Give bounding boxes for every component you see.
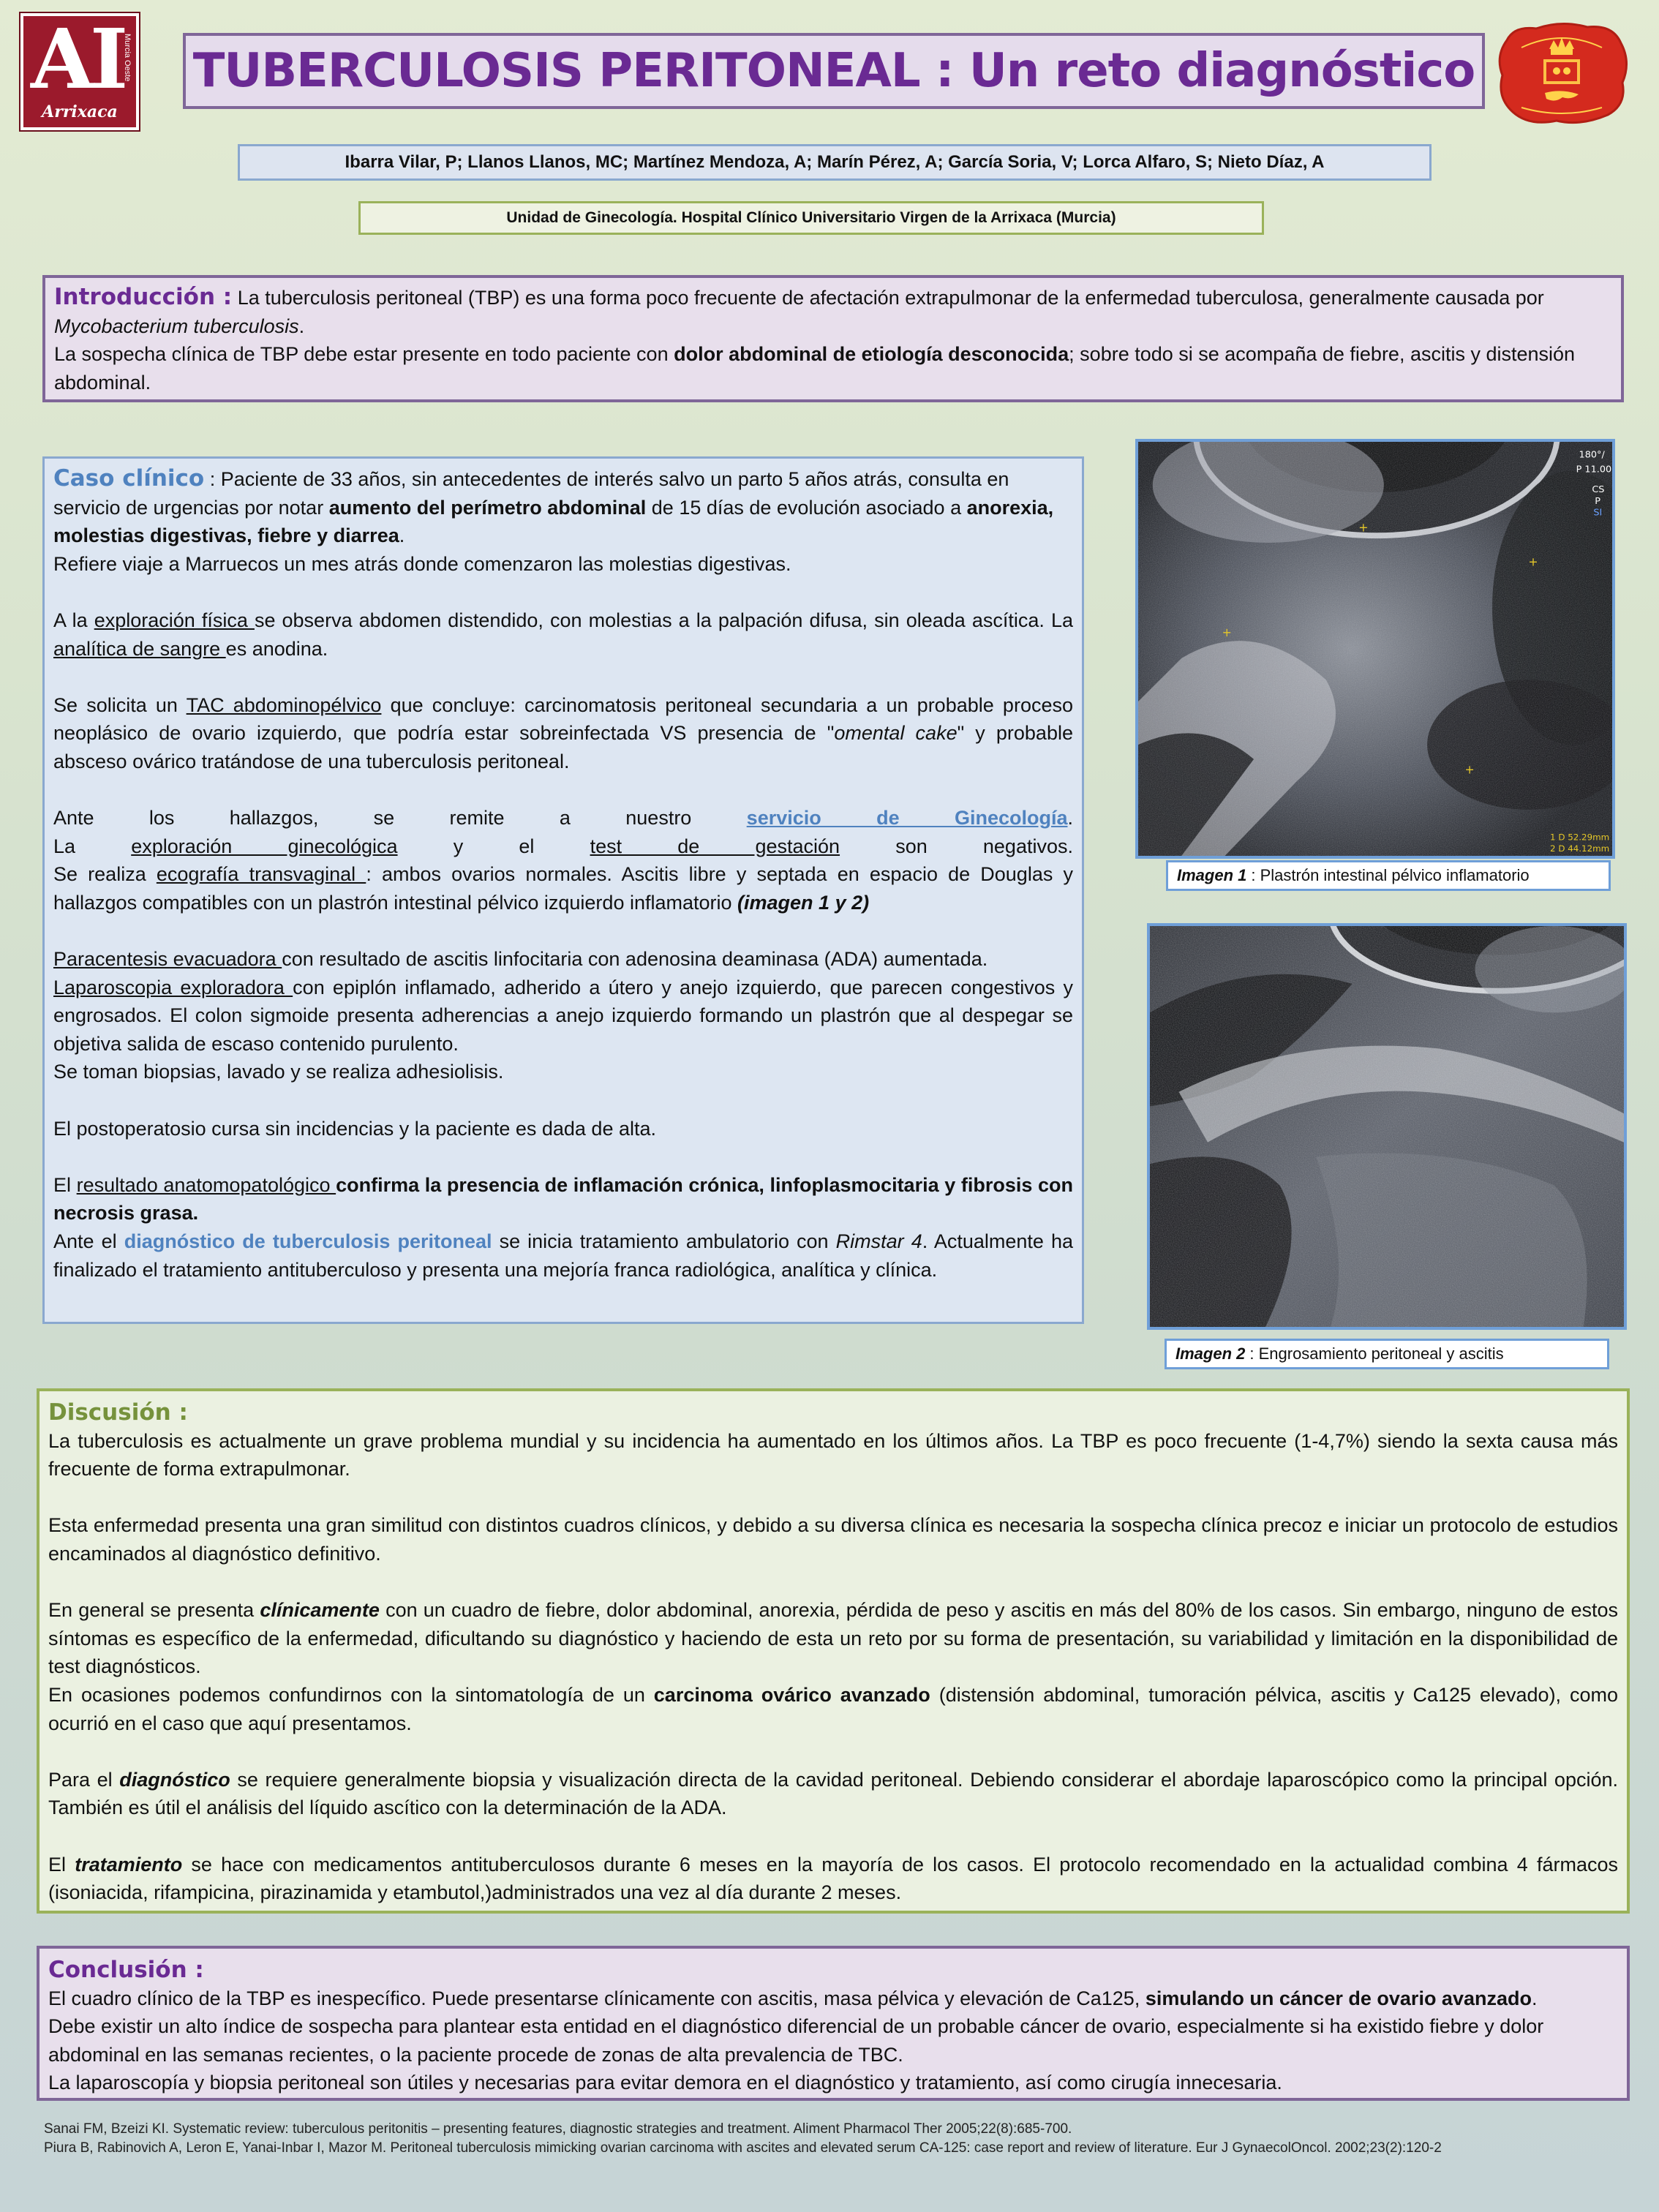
case-text: Ante los hallazgos, se remite a nuestro xyxy=(53,807,747,830)
marker-plus-4: + xyxy=(1464,762,1475,777)
case-underlined: exploración física xyxy=(94,609,255,631)
case-text: La xyxy=(53,835,132,857)
case-text: y el xyxy=(397,835,590,857)
sociedad-ginecologica-logo xyxy=(1492,18,1631,128)
case-text: " y probable absceso ovárico tratándose de una tuberculosis peritoneal. xyxy=(53,722,1073,772)
references-section xyxy=(44,2120,1617,2158)
case-text: : ambos ovarios normales. Ascitis libre y septada en espacio de Douglas y hallazgos compatibles con un plastrón intestinal pélvico izquierdo inflamatorio xyxy=(53,863,1073,914)
case-paragraph-7b xyxy=(53,1227,1073,1284)
case-paragraph-4b xyxy=(53,832,1073,861)
case-paragraph-2 xyxy=(53,606,1073,663)
case-underlined: resultado anatomopatológico xyxy=(76,1173,336,1196)
case-heading: Caso clínico xyxy=(53,465,205,492)
authors-box xyxy=(238,144,1432,181)
discussion-emphasis: clínicamente xyxy=(260,1599,380,1622)
case-emphasis: aumento del perímetro abdominal xyxy=(328,496,647,519)
conclusion-heading: Conclusión : xyxy=(48,1957,204,1983)
case-paragraph-5a xyxy=(53,945,1073,974)
case-text: Se solicita un xyxy=(53,693,187,716)
case-text: Ante el xyxy=(53,1230,124,1253)
case-text: : Paciente de 33 años, sin antecedentes de interés salvo un parto 5 años atrás, consulta en servicio de urgencias por notar xyxy=(53,468,1009,519)
logo-side-text: Murcia Oeste xyxy=(123,34,132,82)
case-underlined: ecografía transvaginal xyxy=(156,863,366,886)
case-text: es anodina. xyxy=(225,637,328,660)
poster-title: TUBERCULOSIS PERITONEAL : Un reto diagnóstico xyxy=(192,44,1475,98)
case-paragraph-4c xyxy=(53,860,1073,917)
discussion-emphasis: diagnóstico xyxy=(119,1768,230,1791)
case-text: con resultado de ascitis linfocitaria con adenosina deaminasa (ADA) aumentada. xyxy=(282,948,988,971)
discussion-text: En ocasiones podemos confundirnos con la sintomatología de un xyxy=(48,1683,654,1706)
case-italic: omental cake xyxy=(834,722,958,745)
case-paragraph-5b xyxy=(53,974,1073,1058)
conclusion-emphasis: simulando un cáncer de ovario avanzado xyxy=(1145,1987,1532,2009)
us-measure-1: 1 D 52.29mm xyxy=(1550,832,1610,843)
discussion-heading: Discusión : xyxy=(48,1399,188,1426)
conclusion-paragraph-1 xyxy=(48,1985,1618,2013)
discussion-paragraph-3 xyxy=(48,1596,1618,1681)
case-emphasis: confirma la presencia de inflamación crónica, linfoplasmocitaria y fibrosis con necrosis grasa. xyxy=(53,1173,1073,1224)
us-readout-si: SI xyxy=(1593,507,1603,519)
conclusion-paragraph-3: La laparoscopía y biopsia peritoneal son útiles y necesarias para evitar demora en el diagnóstico y tratamiento, así como cirugía innecesaria. xyxy=(48,2072,1282,2094)
caption-label: Imagen 1 xyxy=(1177,866,1247,884)
case-underlined: test de gestación xyxy=(590,835,840,857)
discussion-text: con un cuadro de fiebre, dolor abdominal, anorexia, pérdida de peso y ascitis en más del 80% de los casos. Sin embargo, ninguno de estos síntomas es específico de la enfermedad, dificultando su diagnóstico y haciendo de esta un reto por su forma de presentación, su variabilidad y limitación en la disponibilidad de test diagnósticos. xyxy=(48,1599,1618,1678)
intro-text: ; sobre todo si se acompaña de fiebre, ascitis y distensión abdominal. xyxy=(54,343,1576,394)
case-text: que concluye: carcinomatosis peritoneal secundaria a un probable proceso neoplásico de ovario izquierdo, que podría estar sobreinfectada VS presencia de " xyxy=(53,693,1073,745)
marker-plus-2: + xyxy=(1528,554,1538,569)
castle-icon xyxy=(1543,59,1580,84)
case-highlight: diagnóstico de tuberculosis peritoneal xyxy=(124,1230,492,1253)
discussion-paragraph-2: Esta enfermedad presenta una gran similitud con distintos cuadros clínicos, y debido a su diversa clínica es necesaria la sospecha clínica precoz e iniciar un protocolo de estudios encaminados al diagnóstico definitivo. xyxy=(48,1514,1618,1565)
intro-paragraph-2 xyxy=(54,340,1612,396)
caption-label: Imagen 2 xyxy=(1175,1344,1246,1363)
case-underlined: Laparoscopia exploradora xyxy=(53,976,293,998)
intro-heading: Introducción : xyxy=(54,284,233,310)
case-underlined: Paracentesis evacuadora xyxy=(53,948,282,971)
ultrasound-image-2 xyxy=(1147,923,1627,1330)
authors-text: Ibarra Vilar, P; Llanos Llanos, MC; Martínez Mendoza, A; Marín Pérez, A; García Soria, V; Lorca Alfaro, S; Nieto Díaz, A xyxy=(345,152,1325,172)
us-measure-2: 2 D 44.12mm xyxy=(1550,843,1610,854)
discussion-paragraph-1: La tuberculosis es actualmente un grave problema mundial y su incidencia ha aumentado en los últimos años. La TBP es poco frecuente (1-4,7%) siendo la sexta causa más frecuente de forma extrapulmonar. xyxy=(48,1429,1618,1481)
arrixaca-logo xyxy=(20,13,139,130)
affiliation-text: Unidad de Ginecología. Hospital Clínico Universitario Virgen de la Arrixaca (Murcia) xyxy=(506,209,1116,226)
case-section xyxy=(42,456,1084,1324)
case-paragraph-5c: Se toman biopsias, lavado y se realiza adhesiolisis. xyxy=(53,1061,504,1083)
caption-text: : Plastrón intestinal pélvico inflamatorio xyxy=(1251,866,1530,884)
case-italic: Rimstar 4 xyxy=(835,1230,922,1253)
case-highlight: servicio de Ginecología xyxy=(746,807,1068,830)
introduction-section xyxy=(42,275,1624,402)
poster-title-box xyxy=(183,33,1485,109)
marker-plus-3: + xyxy=(1222,625,1232,640)
discussion-text: se hace con medicamentos antituberculosos durante 6 meses en la mayoría de los casos. El protocolo recomendado en la actualidad combina 4 fármacos (isoniacida, rifampicina, pirazinamida y etambutol,)administrados una vez al día durante 2 meses. xyxy=(48,1853,1618,1904)
discussion-text: Para el xyxy=(48,1768,120,1791)
case-text: de 15 días de evolución asociado a xyxy=(646,496,967,519)
intro-text: La sospecha clínica de TBP debe estar presente en todo paciente con xyxy=(54,343,674,366)
case-underlined: exploración ginecológica xyxy=(131,835,398,857)
marker-plus-1: + xyxy=(1358,520,1369,535)
discussion-text: El xyxy=(48,1853,75,1876)
reference-1: Sanai FM, Bzeizi KI. Systematic review: tuberculous peritonitis – presenting features, diagnostic strategies and treatment. Aliment Pharmacol Ther 2005;22(8):685-700. xyxy=(44,2121,1072,2137)
case-text: El xyxy=(53,1173,77,1196)
caption-text: : Engrosamiento peritoneal y ascitis xyxy=(1249,1344,1504,1363)
discussion-paragraph-3b xyxy=(48,1681,1618,1737)
conclusion-paragraph-2: Debe existir un alto índice de sospecha para plantear esta entidad en el diagnóstico diferencial de un probable cáncer de ovario, especialmente si ha existido fiebre y dolor abdominal en las semanas recientes, o la paciente procede de zonas de alta prevalencia de TBC. xyxy=(48,2015,1544,2066)
case-text: . xyxy=(1067,807,1073,830)
ultrasound-image-1 xyxy=(1135,439,1615,859)
case-image-ref: (imagen 1 y 2) xyxy=(737,891,870,914)
case-text: . xyxy=(399,524,405,547)
image-1-caption xyxy=(1166,860,1611,891)
case-paragraph-1b: Refiere viaje a Marruecos un mes atrás donde comenzaron las molestias digestivas. xyxy=(53,552,791,575)
discussion-text: En general se presenta xyxy=(48,1599,260,1622)
case-text: son negativos. xyxy=(840,835,1073,857)
discussion-paragraph-5 xyxy=(48,1851,1618,1907)
conclusion-text: . xyxy=(1531,1987,1538,2009)
case-paragraph-3 xyxy=(53,691,1073,776)
intro-text: La tuberculosis peritoneal (TBP) es una forma poco frecuente de afectación extrapulmonar de la enfermedad tuberculosa, generalmente causada por xyxy=(232,287,1544,309)
us-readout-angle: 180°/ xyxy=(1579,449,1605,461)
intro-species: Mycobacterium tuberculosis xyxy=(54,315,299,337)
case-emphasis: anorexia, molestias digestivas, fiebre y diarrea xyxy=(53,496,1054,547)
conclusion-section xyxy=(37,1946,1630,2101)
discussion-emphasis: carcinoma ovárico avanzado xyxy=(653,1683,930,1706)
logo-script-text: Arrixaca xyxy=(42,102,118,121)
intro-paragraph-1 xyxy=(54,283,1612,340)
intro-emphasis: dolor abdominal de etiología desconocida xyxy=(674,343,1069,366)
discussion-emphasis: tratamiento xyxy=(75,1853,183,1876)
affiliation-box xyxy=(358,201,1264,235)
case-text: . Actualmente ha finalizado el tratamiento antituberculoso y presenta una mejoría franca radiológica, analítica y clínica. xyxy=(53,1230,1073,1281)
case-paragraph-1 xyxy=(53,464,1073,550)
discussion-paragraph-4 xyxy=(48,1766,1618,1822)
case-text: se inicia tratamiento ambulatorio con xyxy=(492,1230,836,1253)
us-readout-p2: P xyxy=(1595,495,1601,507)
case-text: A la xyxy=(53,609,94,631)
us-readout-p: P 11.00 xyxy=(1576,464,1612,475)
intro-text: . xyxy=(298,315,305,337)
case-text: Se realiza xyxy=(53,863,157,886)
case-underlined: TAC abdominopélvico xyxy=(186,693,382,716)
case-underlined: analítica de sangre xyxy=(53,637,226,660)
case-paragraph-4a xyxy=(53,804,1073,832)
case-text: se observa abdomen distendido, con molestias a la palpación difusa, sin oleada ascítica. La xyxy=(254,609,1074,631)
discussion-section xyxy=(37,1388,1630,1914)
discussion-text: se requiere generalmente biopsia y visualización directa de la cavidad peritoneal. Debiendo considerar el abordaje laparoscópico como la principal opción. También es útil el análisis del líquido ascítico con la determinación de la ADA. xyxy=(48,1768,1618,1819)
case-text: con epiplón inflamado, adherido a útero y anejo izquierdo, que parecen congestivos y engrosados. El colon sigmoide presenta adherencias a anejo izquierdo formando un plastrón que al despegar se objetiva salida de escaso contenido purulento. xyxy=(53,976,1074,1055)
reference-2: Piura B, Rabinovich A, Leron E, Yanai-Inbar I, Mazor M. Peritoneal tuberculosis mimicking ovarian carcinoma with ascites and elevated serum CA-125: case report and review of literature. Eur J GynaecolOncol. 2002;23(2):120-2 xyxy=(44,2140,1442,2156)
case-paragraph-6: El postoperatosio cursa sin incidencias y la paciente es dada de alta. xyxy=(53,1117,657,1140)
case-paragraph-7a xyxy=(53,1171,1073,1227)
us-readout-cs: CS xyxy=(1592,484,1605,496)
conclusion-text: El cuadro clínico de la TBP es inespecífico. Puede presentarse clínicamente con ascitis, masa pélvica y elevación de Ca125, xyxy=(48,1987,1146,2009)
discussion-text: (distensión abdominal, tumoración pélvica, ascitis y Ca125 elevado), como ocurrió en el caso que aquí presentamos. xyxy=(48,1683,1619,1734)
logo-ai-letters: AI xyxy=(31,12,124,108)
image-2-caption xyxy=(1165,1339,1609,1369)
